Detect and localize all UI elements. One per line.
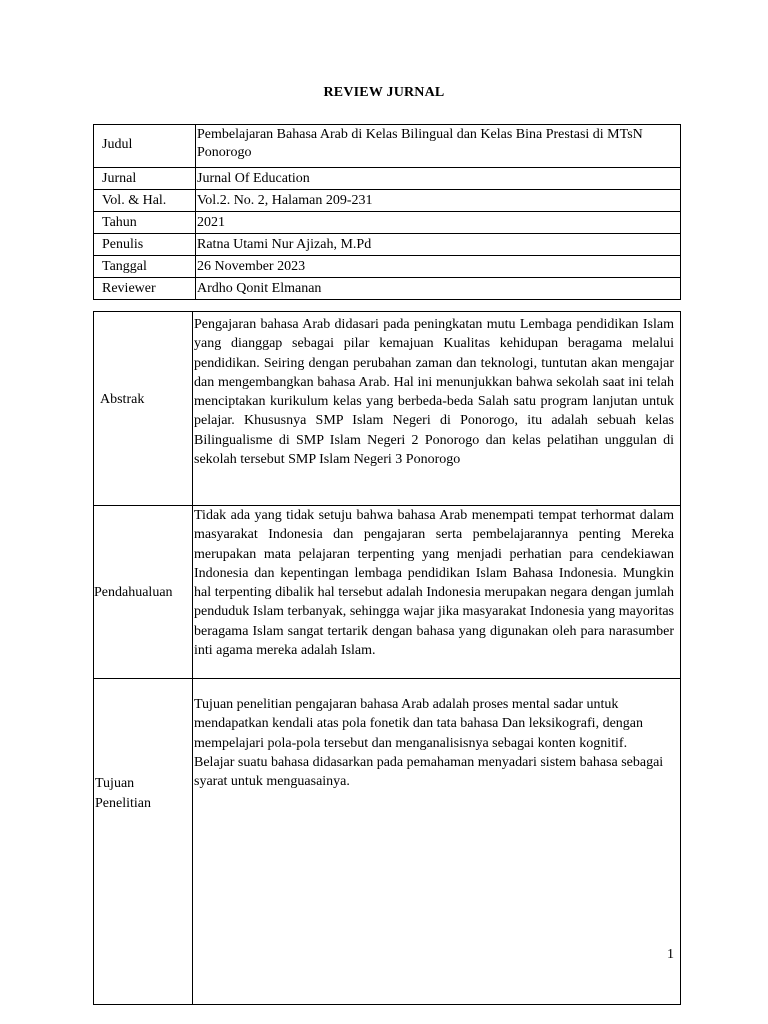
tahun-value: 2021 [196, 212, 681, 234]
volume-value: Vol.2. No. 2, Halaman 209-231 [196, 190, 681, 212]
abstrak-text: Pengajaran bahasa Arab didasari pada peningkatan mutu Lembaga pendidikan Islam yang dianggap sebagai pilar kemajuan Kualitas kehidupan beragama melalui pendidikan. Seiring dengan perubahan zaman dan teknologi, tuntutan akan mengajar dan mengembangkan bahasa Arab. Hal ini menunjukkan bahwa sekolah saat ini telah menciptakan kurikulum kelas yang berbeda-beda Salah satu program lanjutan untuk pelajar. Khususnya SMP Islam Negeri di Ponorogo, itu adalah sebuah kelas Bilingualisme di SMP Islam Negeri 2 Ponorogo dan kelas pelatihan unggulan di sekolah tersebut SMP Islam Negeri 3 Ponorogo [193, 312, 681, 506]
table-row [94, 312, 681, 506]
penulis-label: Penulis [94, 234, 196, 256]
table-row [94, 679, 681, 1005]
review-table [93, 311, 681, 1005]
table-row [94, 125, 681, 168]
tujuan-text: Tujuan penelitian pengajaran bahasa Arab adalah proses mental sadar untuk mendapatkan kendali atas pola fonetik dan tata bahasa Dan leksikografi, dengan mempelajari pola-pola tersebut dan menganalisisnya sebagai konten kognitif. Belajar suatu bahasa didasarkan pada pemahaman menyadari sistem bahasa sebagai syarat untuk menguasainya. [193, 679, 681, 1005]
tujuan-label-line-2: Penelitian [95, 796, 151, 811]
table-row [94, 234, 681, 256]
page-number: 1 [667, 947, 674, 962]
reviewer-label: Reviewer [94, 278, 196, 300]
pendahuluan-text: Tidak ada yang tidak setuju bahwa bahasa Arab menempati tempat terhormat dalam masyarakat Indonesia dan pengajaran serta pembelajarannya penting Mereka merupakan mata pelajaran terpenting yang menjadi perhatian para cendekiawan Indonesia dan kepentingan lembaga pendidikan Islam Bahasa Indonesia. Mungkin hal terpenting dibalik hal tersebut adalah Indonesia merupakan negara dengan jumlah penduduk Islam terbanyak, sehingga wajar jika masyarakat Indonesia yang mayoritas beragama Islam sangat tertarik dengan bahasa yang digunakan oleh para narasumber inti agama mereka adalah Islam. [193, 506, 681, 679]
table-row [94, 190, 681, 212]
pendahuluan-label: Pendahualuan [94, 506, 193, 679]
table-row [94, 278, 681, 300]
penulis-value: Ratna Utami Nur Ajizah, M.Pd [196, 234, 681, 256]
tanggal-value: 26 November 2023 [196, 256, 681, 278]
tahun-label: Tahun [94, 212, 196, 234]
abstrak-label: Abstrak [94, 312, 193, 506]
tujuan-label-line-1: Tujuan [95, 776, 135, 791]
table-row [94, 212, 681, 234]
judul-label: Judul [94, 125, 196, 168]
volume-label: Vol. & Hal. [94, 190, 196, 212]
jurnal-label: Jurnal [94, 168, 196, 190]
jurnal-value: Jurnal Of Education [196, 168, 681, 190]
tanggal-label: Tanggal [94, 256, 196, 278]
judul-value: Pembelajaran Bahasa Arab di Kelas Bilingual dan Kelas Bina Prestasi di MTsN Ponorogo [196, 125, 681, 168]
table-row [94, 168, 681, 190]
table-row [94, 256, 681, 278]
table-row [94, 506, 681, 679]
tujuan-label [94, 679, 193, 1005]
reviewer-value: Ardho Qonit Elmanan [196, 278, 681, 300]
document-title: REVIEW JURNAL [323, 85, 445, 100]
journal-info-table [93, 124, 681, 300]
